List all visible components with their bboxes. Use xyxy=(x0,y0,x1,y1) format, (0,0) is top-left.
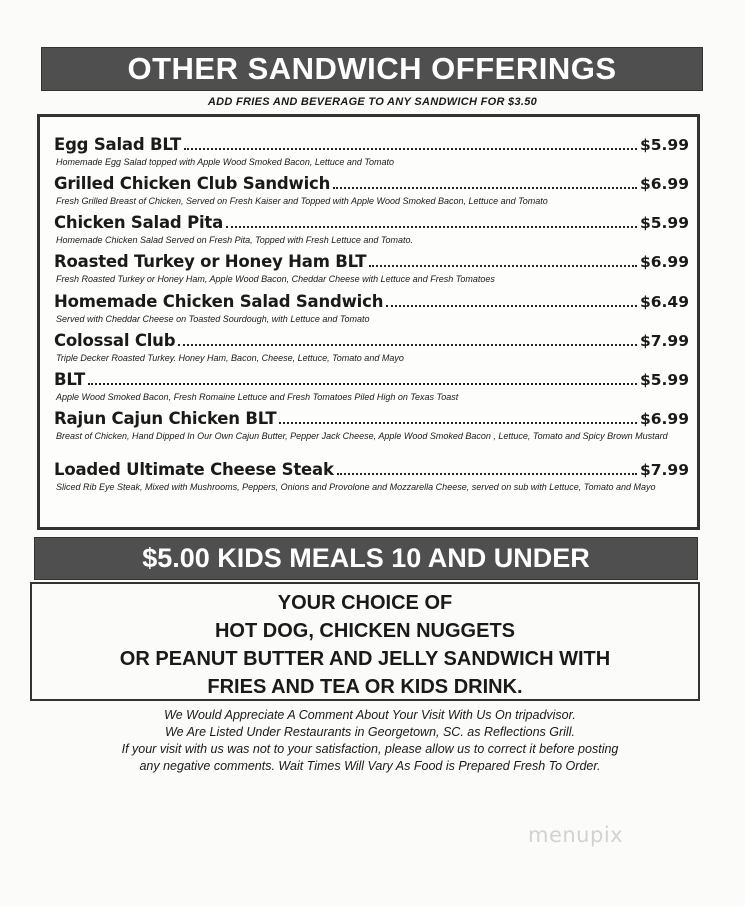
item-description: Homemade Egg Salad topped with Apple Wood Smoked Bacon, Lettuce and Tomato xyxy=(56,157,395,167)
footer-line: If your visit with us was not to your satisfaction, please allow us to correct it before posting xyxy=(121,742,619,756)
item-description: Apple Wood Smoked Bacon, Fresh Romaine Lettuce and Fresh Tomatoes Piled High on Texas Toast xyxy=(56,392,459,402)
dot-leader xyxy=(369,265,637,267)
kids-line: FRIES AND TEA OR KIDS DRINK. xyxy=(207,676,523,698)
item-name: Colossal Club xyxy=(54,331,176,350)
item-description: Breast of Chicken, Hand Dipped In Our Own Cajun Butter, Pepper Jack Cheese, Apple Wood Smoked Bacon , Lettuce, Tomato and Spicy Brown Mustard xyxy=(56,431,668,441)
menu-item xyxy=(54,213,689,246)
item-description: Sliced Rib Eye Steak, Mixed with Mushrooms, Peppers, Onions and Provolone and Mozzarella Cheese, served on sub with Lettuce, Tomato and Mayo xyxy=(56,482,656,492)
item-description: Fresh Grilled Breast of Chicken, Served on Fresh Kaiser and Topped with Apple Wood Smoked Bacon, Lettuce and Tomato xyxy=(56,196,548,206)
menu-item xyxy=(54,135,689,168)
dot-leader xyxy=(88,383,637,385)
footer-line: any negative comments. Wait Times Will Vary As Food is Prepared Fresh To Order. xyxy=(139,759,601,773)
dot-leader xyxy=(279,422,637,424)
item-price: $7.99 xyxy=(639,461,689,479)
item-price: $6.99 xyxy=(639,175,689,193)
menu-item xyxy=(54,252,689,285)
addon-note: ADD FRIES AND BEVERAGE TO ANY SANDWICH FOR $3.50 xyxy=(207,96,538,108)
item-price: $6.49 xyxy=(639,293,689,311)
menu-item xyxy=(54,331,689,364)
footer-note xyxy=(40,707,700,775)
menu-item xyxy=(54,460,689,493)
sandwich-menu-box xyxy=(37,114,700,530)
item-price: $7.99 xyxy=(639,332,689,350)
dot-leader xyxy=(226,226,637,228)
item-name: BLT xyxy=(54,370,86,389)
watermark: menupix xyxy=(528,823,624,847)
kids-line: OR PEANUT BUTTER AND JELLY SANDWICH WITH xyxy=(119,648,611,670)
menu-item xyxy=(54,292,689,325)
dot-leader xyxy=(178,344,637,346)
item-description: Fresh Roasted Turkey or Honey Ham, Apple Wood Bacon, Cheddar Cheese with Lettuce and Fresh Tomatoes xyxy=(56,274,495,284)
item-price: $5.99 xyxy=(639,214,689,232)
menu-item xyxy=(54,370,689,403)
item-name: Loaded Ultimate Cheese Steak xyxy=(54,460,334,479)
kids-line: HOT DOG, CHICKEN NUGGETS xyxy=(214,620,515,642)
item-name: Chicken Salad Pita xyxy=(54,213,224,232)
item-name: Egg Salad BLT xyxy=(54,135,182,154)
dot-leader xyxy=(333,187,637,189)
item-name: Grilled Chicken Club Sandwich xyxy=(54,174,331,193)
sandwich-section-title: OTHER SANDWICH OFFERINGS xyxy=(41,47,703,91)
item-price: $5.99 xyxy=(639,371,689,389)
item-description: Served with Cheddar Cheese on Toasted Sourdough, with Lettuce and Tomato xyxy=(56,314,370,324)
footer-line: We Are Listed Under Restaurants in Georgetown, SC. as Reflections Grill. xyxy=(165,725,575,739)
item-description: Triple Decker Roasted Turkey. Honey Ham, Bacon, Cheese, Lettuce, Tomato and Mayo xyxy=(56,353,404,363)
kids-line: YOUR CHOICE OF xyxy=(277,592,453,614)
menu-item xyxy=(54,174,689,207)
dot-leader xyxy=(184,148,637,150)
kids-meals-box xyxy=(30,582,700,701)
menu-item xyxy=(54,409,689,442)
item-name: Roasted Turkey or Honey Ham BLT xyxy=(54,252,367,271)
item-price: $6.99 xyxy=(639,410,689,428)
footer-line: We Would Appreciate A Comment About Your Visit With Us On tripadvisor. xyxy=(164,708,576,722)
dot-leader xyxy=(386,305,637,307)
item-price: $6.99 xyxy=(639,253,689,271)
item-price: $5.99 xyxy=(639,136,689,154)
item-name: Homemade Chicken Salad Sandwich xyxy=(54,292,384,311)
item-description: Homemade Chicken Salad Served on Fresh Pita, Topped with Fresh Lettuce and Tomato. xyxy=(56,235,414,245)
kids-meals-title: $5.00 KIDS MEALS 10 AND UNDER xyxy=(34,537,698,580)
item-name: Rajun Cajun Chicken BLT xyxy=(54,409,277,428)
dot-leader xyxy=(337,473,637,475)
